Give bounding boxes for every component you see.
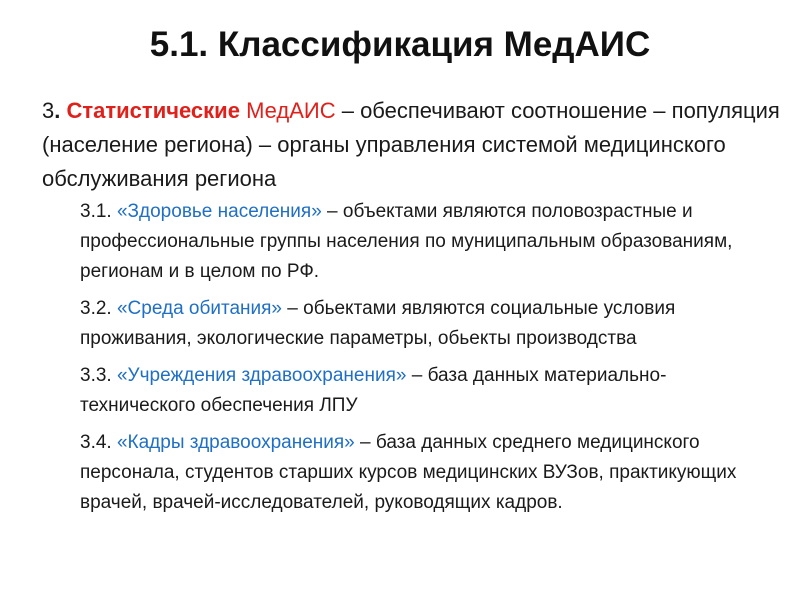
main-bold-term: Статистические xyxy=(66,98,240,123)
main-number: 3 xyxy=(42,98,55,123)
sub-item-number: 3.1. xyxy=(80,201,117,222)
sub-item-number: 3.4. xyxy=(80,432,117,453)
main-paragraph xyxy=(42,94,782,196)
sub-list xyxy=(80,197,780,525)
sub-item-3-1 xyxy=(80,197,780,287)
main-term-rest: МедАИС xyxy=(239,98,336,123)
slide-title: 5.1. Классификация МедАИС xyxy=(149,25,651,64)
sub-item-title: «Среда обитания» xyxy=(116,298,283,319)
sub-item-3-4 xyxy=(80,428,780,518)
sub-item-number: 3.2. xyxy=(80,298,117,319)
main-text: – обеспечивают соотношение – популяция (население региона) – органы управления системой медицинского обслуживания региона xyxy=(42,98,780,191)
sub-item-number: 3.3. xyxy=(80,365,117,386)
sub-item-text: – база данных материально-технического обеспечения ЛПУ xyxy=(80,365,667,416)
sub-item-title: «Кадры здравоохранения» xyxy=(116,432,355,453)
sub-item-text: – база данных среднего медицинского персонала, студентов старших курсов медицинских ВУЗов, практикующих врачей, врачей-исследователей, руководящих кадров. xyxy=(80,432,737,513)
sub-item-text: – обьектами являются социальные условия проживания, экологические параметры, обьекты производства xyxy=(80,298,676,349)
sub-item-title: «Здоровье населения» xyxy=(116,201,322,222)
main-dot: . xyxy=(54,98,67,123)
sub-item-3-3 xyxy=(80,361,780,421)
sub-item-3-2 xyxy=(80,294,780,354)
sub-item-text: – объектами являются половозрастные и профессиональные группы населения по муниципальным образованиям, регионам и в целом по РФ. xyxy=(80,201,733,282)
sub-item-title: «Учреждения здравоохранения» xyxy=(116,365,407,386)
